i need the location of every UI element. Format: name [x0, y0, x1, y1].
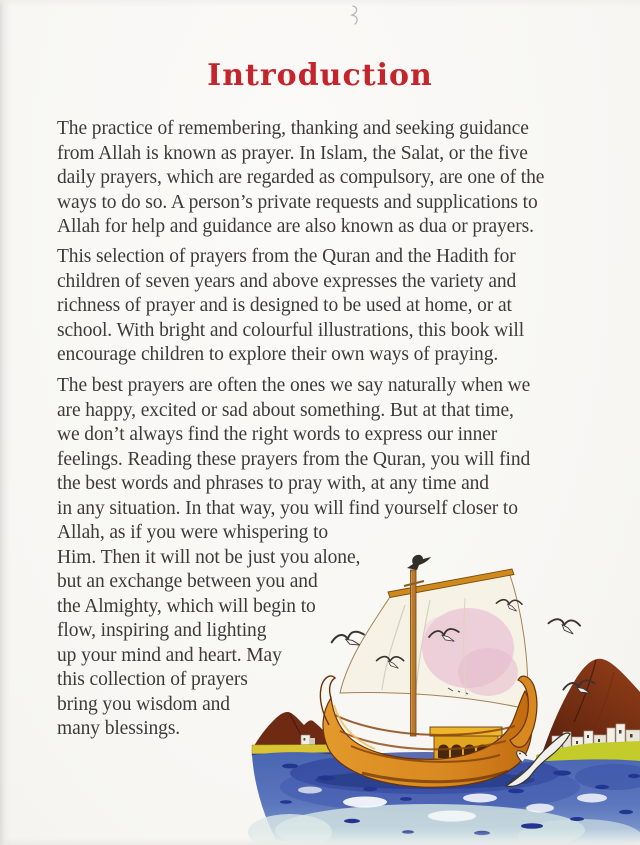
- text-line: This selection of prayers from the Quran and the Hadith for: [57, 246, 516, 267]
- text-line: richness of prayer and is designed to be used at home, or at: [57, 295, 512, 316]
- text-line: Him. Then it will not be just you alone,: [57, 546, 361, 568]
- sailboat-illustration: [230, 540, 640, 845]
- text-line: from Allah is known as prayer. In Islam, the Salat, or the five: [57, 142, 528, 164]
- text-line: we don’t always find the right words to express our inner: [57, 424, 498, 445]
- page-scan-edge-left: [0, 0, 11, 845]
- text-line: Allah, as if you were whispering to: [57, 522, 329, 543]
- page-mark-squiggle: [348, 4, 366, 26]
- page-title: Introduction: [207, 58, 433, 93]
- text-line: the best words and phrases to pray with, at any time and: [57, 473, 489, 494]
- text-line: The best prayers are often the ones we say naturally when we: [57, 375, 531, 396]
- paragraph-1: [57, 117, 544, 240]
- text-line: but an exchange between you and: [57, 571, 318, 592]
- text-line: feelings. Reading these prayers from the Quran, you will find: [57, 448, 531, 470]
- page-scan-edge-bottom: [0, 838, 640, 845]
- text-line: this collection of prayers: [57, 669, 248, 690]
- text-line: children of seven years and above expresses the variety and: [57, 270, 517, 292]
- text-line: school. With bright and colourful illustrations, this book will: [57, 319, 525, 341]
- text-line: in any situation. In that way, you will find yourself closer to: [57, 497, 518, 519]
- seagull-5: [547, 617, 580, 635]
- left-shore-building: [301, 735, 310, 745]
- text-line: daily prayers, which are regarded as compulsory, are one of the: [57, 167, 545, 188]
- text-line: up your mind and heart. May: [57, 644, 282, 666]
- sail: [340, 572, 528, 709]
- text-line: The practice of remembering, thanking and seeking guidance: [57, 118, 529, 139]
- page-scan-edge-top: [0, 0, 640, 7]
- mast-bird: [407, 555, 431, 570]
- text-line: bring you wisdom and: [57, 693, 230, 715]
- text-line: encourage children to explore their own ways of praying.: [57, 344, 499, 365]
- text-line: Allah for help and guidance are also known as dua or prayers.: [57, 216, 534, 237]
- text-line: are happy, excited or sad about something. But at that time,: [57, 399, 514, 421]
- text-line: the Almighty, which will begin to: [57, 595, 316, 617]
- text-line: flow, inspiring and lighting: [57, 620, 267, 641]
- text-line: many blessings.: [57, 718, 181, 739]
- paragraph-2: [57, 245, 524, 368]
- text-line: ways to do so. A person’s private requests and supplications to: [57, 191, 538, 213]
